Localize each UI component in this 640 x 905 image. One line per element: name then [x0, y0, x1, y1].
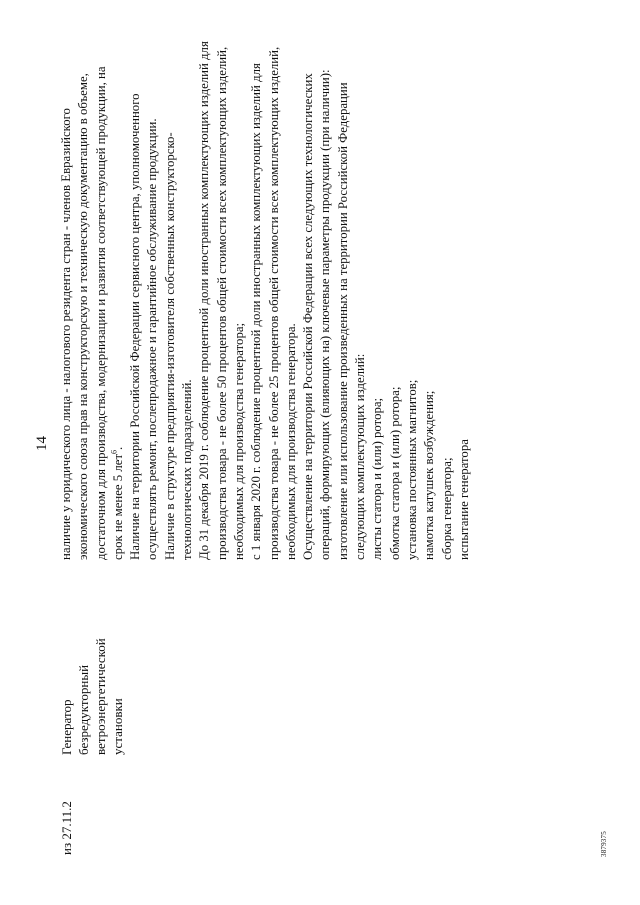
footnote-suffix: .: [110, 446, 125, 450]
requirement-list-item: намотка катушек возбуждения;: [422, 390, 437, 560]
requirement-paragraph: Осуществление на территории Российской Федерации всех следующих технологических операций, формирующих (влияющих на) ключевые параметры продукции (при наличии):: [301, 69, 333, 560]
requirement-list-item: испытание генератора: [456, 439, 471, 560]
product-name-line: ветроэнергетической: [93, 638, 108, 755]
product-name-line: Генератор: [59, 699, 74, 755]
requirement-text: наличие у юридического лица - налогового резидента стран - членов Евразийского экономического союза прав на конструкторскую и техническую документацию в объеме, достаточном для производства, модернизации и развития соответствующей продукции, на срок не менее 5 лет: [59, 66, 125, 560]
page-number: 14: [34, 436, 50, 451]
requirement-list-item: листы статора и (или) ротора;: [370, 397, 385, 560]
requirement-paragraph: с 1 января 2020 г. соблюдение процентной доли иностранных комплектующих изделий для производства товара - не более 25 процентов общей стоимости всех комплектующих изделий, необходимых для производства генератора.: [249, 46, 298, 560]
requirement-paragraph: Наличие в структуре предприятия-изготовителя собственных конструкторско-технологических подразделений.: [162, 132, 195, 560]
requirement-paragraph: До 31 декабря 2019 г. соблюдение процентной доли иностранных комплектующих изделий для производства товара - не более 50 процентов общей стоимости всех комплектующих изделий, необходимых для производства генератора;: [197, 41, 246, 560]
product-name: [58, 595, 126, 755]
requirement-list-item: обмотка статора и (или) ротора;: [387, 386, 402, 560]
requirement-list-item: установка постоянных магнитов;: [404, 379, 419, 560]
document-id: 3879375: [600, 831, 608, 857]
requirement-paragraph: [58, 40, 127, 560]
product-name-line: установки: [110, 698, 125, 755]
product-name-line: безредукторный: [76, 664, 91, 755]
product-code: из 27.11.2: [59, 801, 74, 855]
requirements: [58, 40, 473, 560]
requirement-paragraph: Наличие на территории Российской Федерации сервисного центра, уполномоченного осуществлять ремонт, послепродажное и гарантийное обслуживание продукции.: [128, 93, 160, 560]
requirement-paragraph: изготовление или использование произведенных на территории Российской Федерации следующих комплектующих изделий:: [335, 82, 368, 560]
requirement-list-item: сборка генератора;: [439, 457, 454, 560]
footnote-mark: 6: [109, 449, 119, 454]
